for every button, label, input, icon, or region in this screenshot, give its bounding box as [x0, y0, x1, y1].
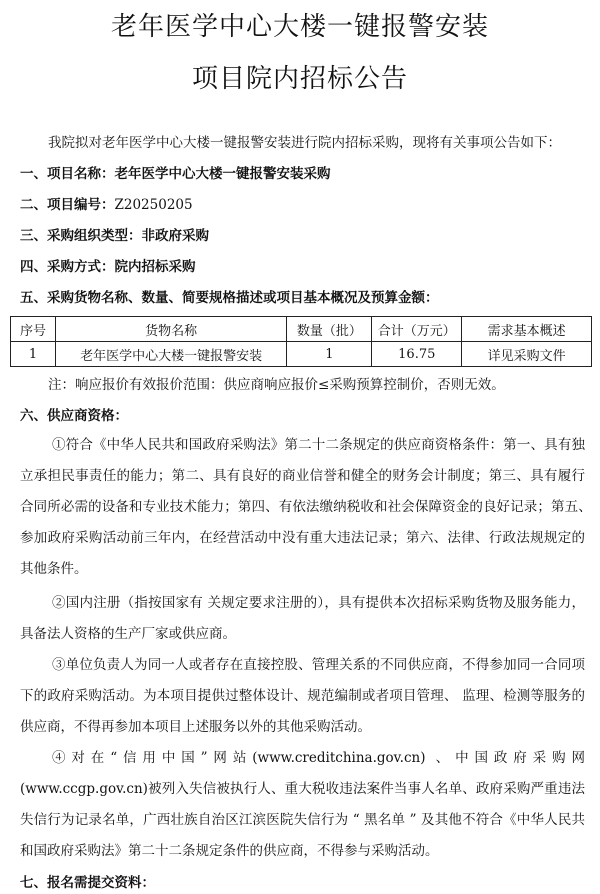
section-project-number	[20, 195, 590, 215]
qualification-3: ③单位负责人为同一人或者存在直接控股、管理关系的不同供应商，不得参加同一合同项下的政府采购活动。为本项目提供过整体设计、规范编制或者项目管理、 监理、检测等服务的供应商，不得再参加本项目上述服务以外的其他采购活动。	[20, 657, 585, 735]
section-qualifications: 六、供应商资格：	[20, 408, 128, 424]
goods-table	[10, 316, 592, 367]
project-number-value: Z20250205	[114, 197, 193, 213]
qualification-4: ④对在“信用中国”网站(www.creditchina.gov.cn) 、中国政府采购网(www.ccgp.gov.cn)被列入失信被执行人、重大税收违法案件当事人名单、政府采购严重违法失信行为记录名单，广西壮族自治区江滨医院失信行为 “ 黑名单 ” 及其他不符合《中华人民共和国政府采购法》第二十二条规定条件的供应商，不得参与采购活动。	[20, 750, 585, 859]
table-header: 需求基本概述	[462, 317, 592, 342]
section-registration-materials: 七、报名需提交资料：	[20, 875, 155, 891]
table-row	[11, 342, 592, 367]
section-procurement-type: 三、采购组织类型：非政府采购	[20, 228, 209, 244]
section-project-name: 一、项目名称：老年医学中心大楼一键报警安装采购	[20, 166, 331, 182]
intro-text: 我院拟对老年医学中心大楼一键报警安装进行院内招标采购，现将有关事项公告如下：	[48, 135, 561, 151]
table-header: 数量（批）	[287, 317, 372, 342]
table-cell: 详见采购文件	[462, 342, 592, 367]
page-subtitle: 项目院内招标公告	[191, 64, 408, 94]
page-title: 老年医学中心大楼一键报警安装	[110, 12, 489, 42]
table-cell: 16.75	[372, 342, 462, 367]
section-procurement-method: 四、采购方式：院内招标采购	[20, 259, 196, 275]
project-number-label: 二、项目编号：	[20, 197, 115, 213]
section-goods-description: 五、采购货物名称、数量、简要规格描述或项目基本概况及预算金额：	[20, 290, 439, 306]
table-header: 货物名称	[55, 317, 287, 342]
table-cell: 老年医学中心大楼一键报警安装	[55, 342, 287, 367]
table-cell: 1	[11, 342, 56, 367]
table-header-row	[11, 317, 592, 342]
qualification-2: ②国内注册（指按国家有 关规定要求注册的），具有提供本次招标采购货物及服务能力，具备法人资格的生产厂家或供应商。	[20, 595, 585, 642]
table-header: 合计（万元）	[372, 317, 462, 342]
price-note: 注：响应报价有效报价范围：供应商响应报价≤采购预算控制价，否则无效。	[48, 377, 505, 393]
table-header: 序号	[11, 317, 56, 342]
qualification-1: ①符合《中华人民共和国政府采购法》第二十二条规定的供应商资格条件：第一、具有独立承担民事责任的能力；第二、具有良好的商业信誉和健全的财务会计制度；第三、具有履行合同所必需的设备和专业技术能力；第四、有依法缴纳税收和社会保障资金的良好记录；第五、 参加政府采购活动前三年内，在经营活动中没有重大违法记录；第六、法律、行政法规规定的其他条件。	[20, 437, 599, 577]
table-cell: 1	[287, 342, 372, 367]
